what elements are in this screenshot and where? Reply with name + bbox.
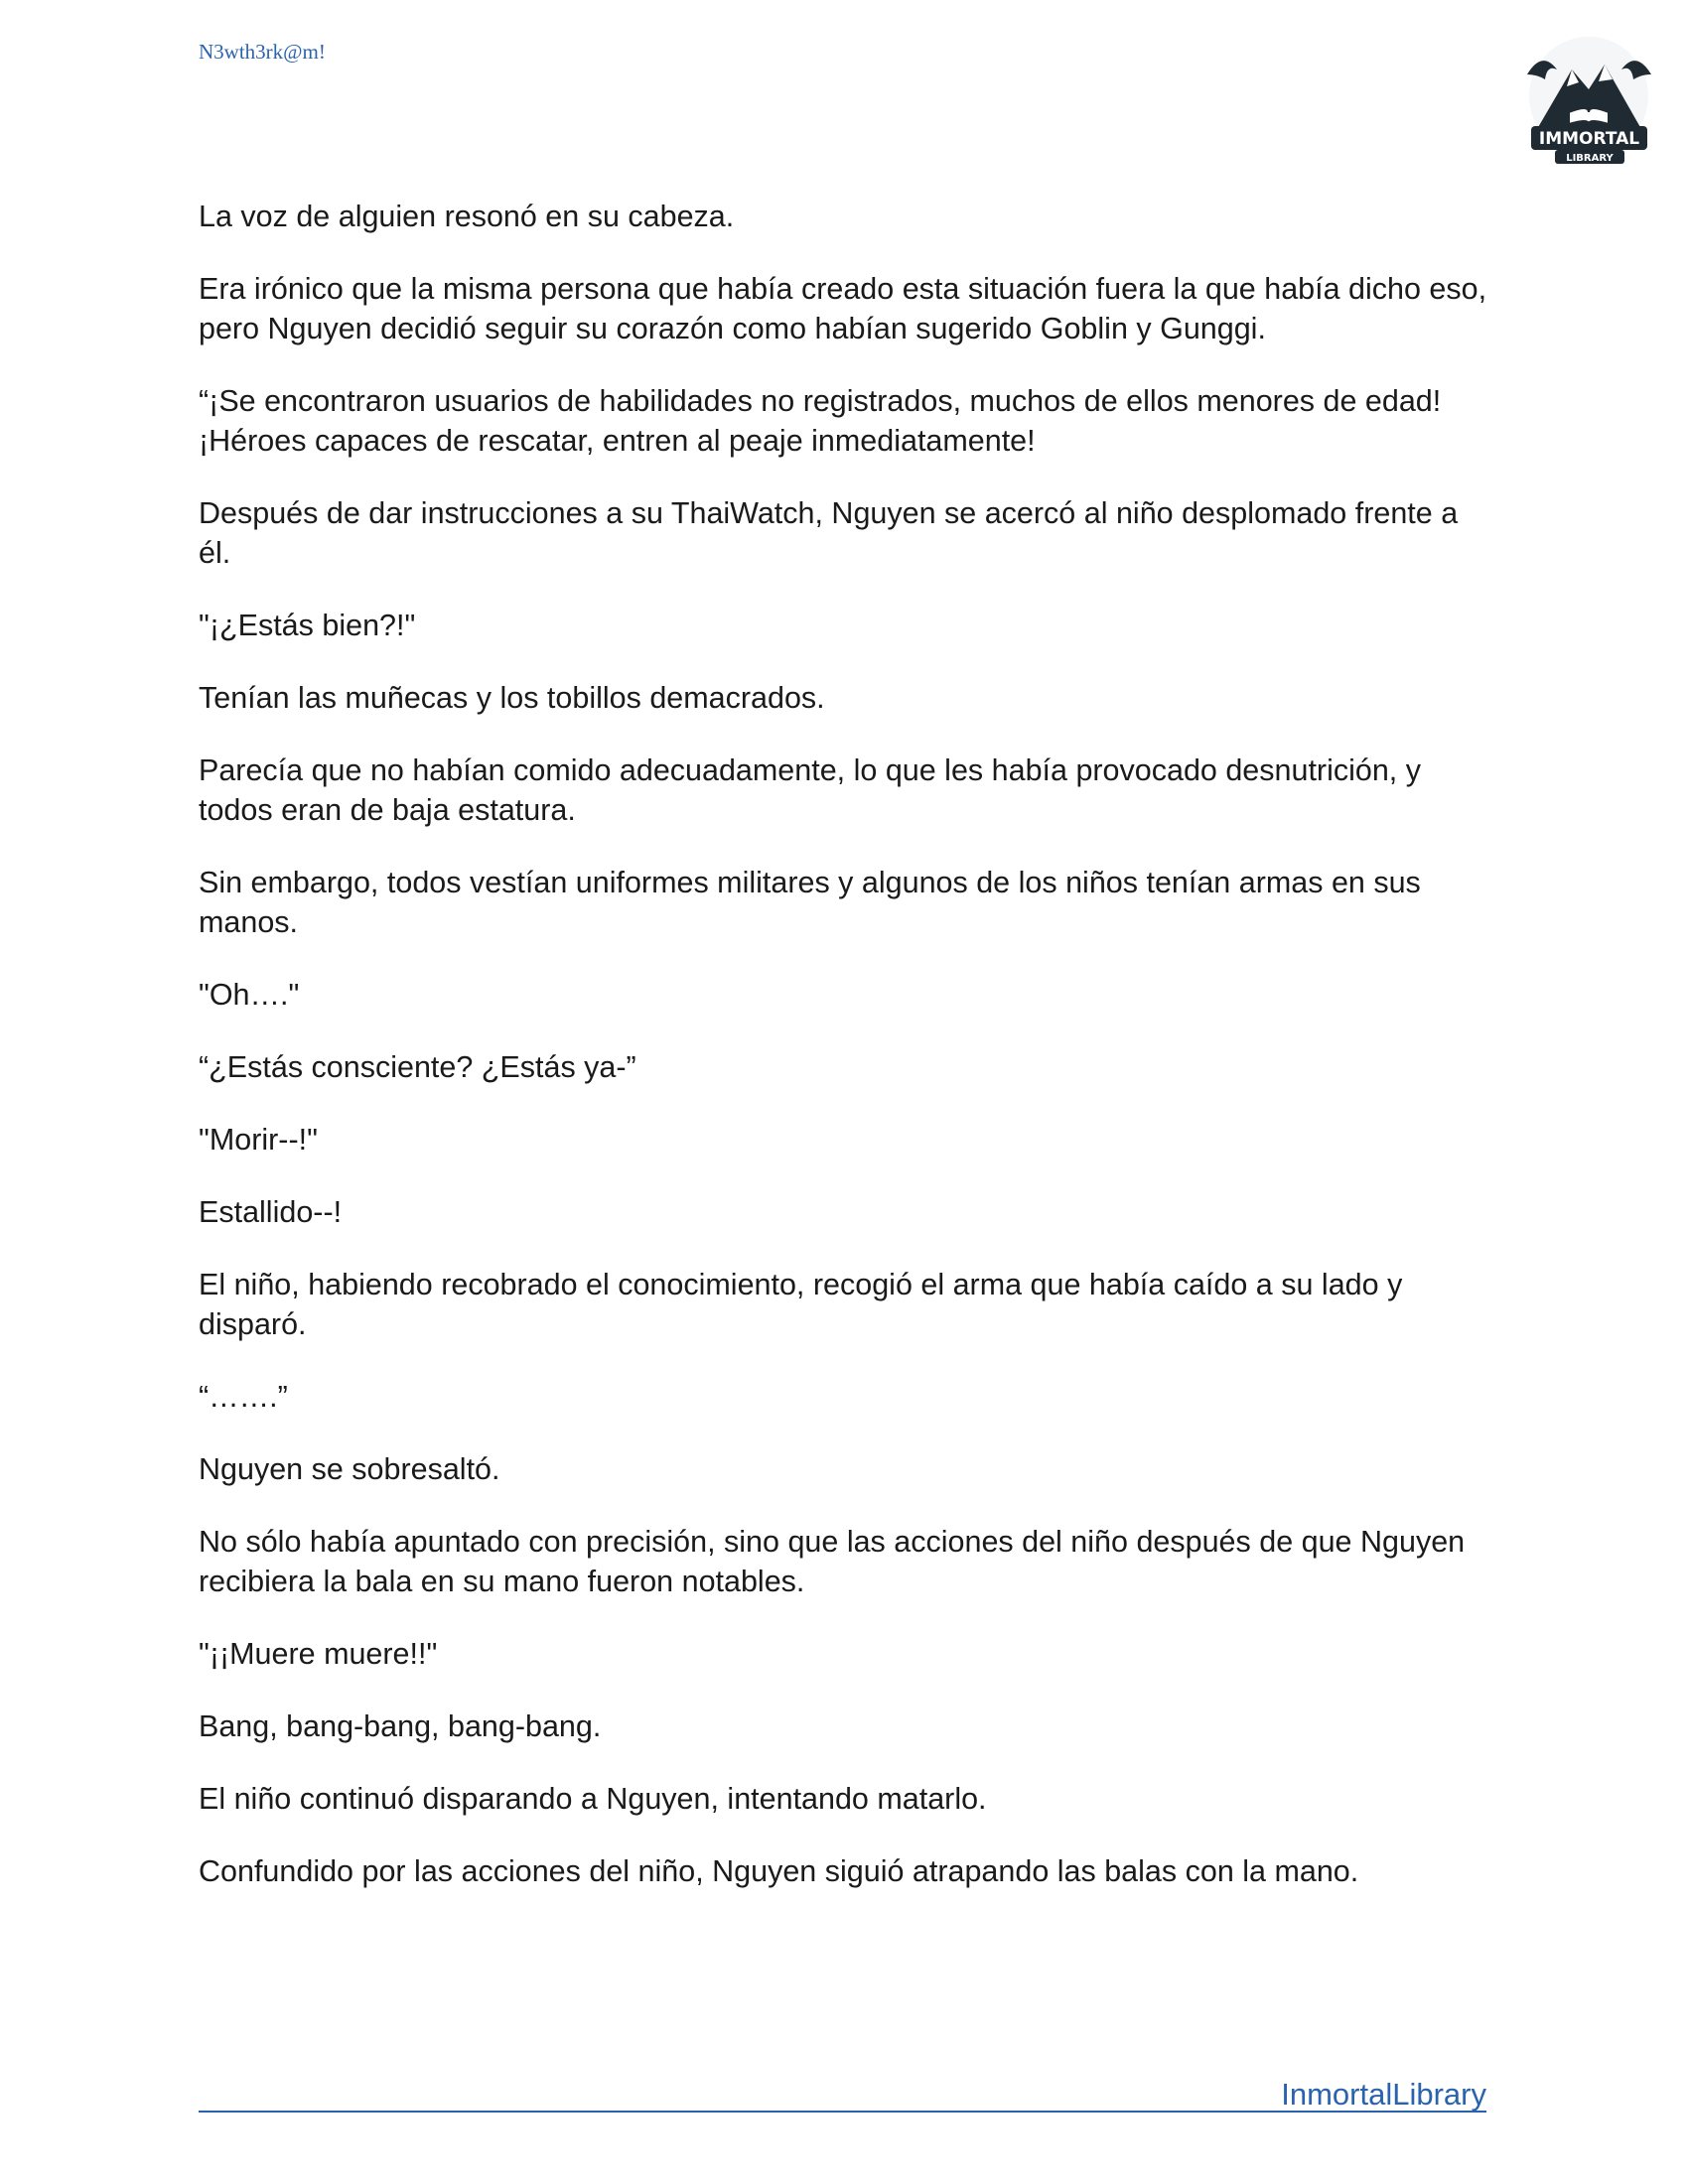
paragraph: “…….”	[199, 1380, 288, 1414]
paragraph: “¡Se encontraron usuarios de habilidades no registrados, muchos de ellos menores de edad! ¡Héroes capaces de rescatar, entren al peaje inmediatamente!	[199, 384, 1442, 458]
paragraph: El niño continuó disparando a Nguyen, intentando matarlo.	[199, 1782, 987, 1816]
paragraph: El niño, habiendo recobrado el conocimiento, recogió el arma que había caído a su lado y disparó.	[199, 1268, 1403, 1341]
paragraph: "Oh…."	[199, 978, 300, 1012]
logo-subtext: LIBRARY	[1566, 153, 1614, 164]
paragraph: Bang, bang-bang, bang-bang.	[199, 1709, 602, 1743]
paragraph: “¿Estás consciente? ¿Estás ya-”	[199, 1050, 636, 1084]
paragraph: Nguyen se sobresaltó.	[199, 1452, 500, 1486]
paragraph: Tenían las muñecas y los tobillos demacrados.	[199, 681, 825, 715]
paragraph: Parecía que no habían comido adecuadamente, lo que les había provocado desnutrición, y todos eran de baja estatura.	[199, 753, 1422, 827]
header-watermark: N3wth3rk@m!	[199, 40, 326, 64]
paragraph: Era irónico que la misma persona que había creado esta situación fuera la que había dicho eso, pero Nguyen decidió seguir su corazón como habían sugerido Goblin y Gunggi.	[199, 272, 1487, 345]
paragraph: La voz de alguien resonó en su cabeza.	[199, 200, 735, 233]
paragraph: Después de dar instrucciones a su ThaiWatch, Nguyen se acercó al niño desplomado frente a él.	[199, 496, 1459, 570]
paragraph: Estallido--!	[199, 1195, 343, 1229]
document-body	[199, 197, 1489, 1924]
logo-text: IMMORTAL	[1538, 129, 1640, 149]
immortal-library-logo	[1517, 35, 1661, 169]
paragraph: No sólo había apuntado con precisión, sino que las acciones del niño después de que Nguyen recibiera la bala en su mano fueron notables.	[199, 1525, 1466, 1598]
paragraph: "Morir--!"	[199, 1123, 318, 1157]
paragraph: Confundido por las acciones del niño, Nguyen siguió atrapando las balas con la mano.	[199, 1854, 1359, 1888]
footer-link[interactable]: InmortalLibrary	[1281, 2077, 1486, 2112]
paragraph: "¡¡Muere muere!!"	[199, 1637, 438, 1671]
paragraph: Sin embargo, todos vestían uniformes militares y algunos de los niños tenían armas en sus manos.	[199, 866, 1421, 939]
paragraph: "¡¿Estás bien?!"	[199, 609, 416, 642]
